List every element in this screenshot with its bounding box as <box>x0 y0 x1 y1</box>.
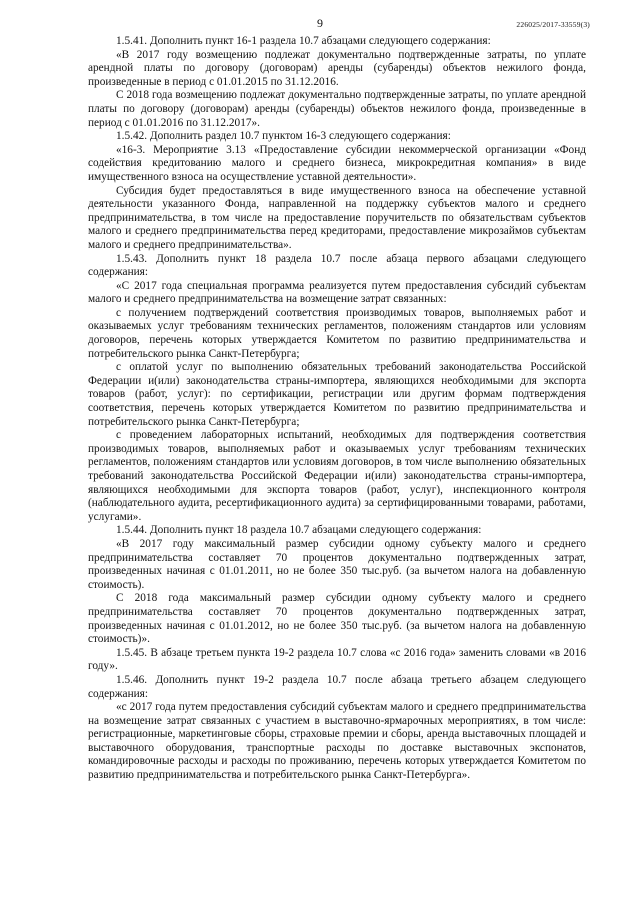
paragraph: 1.5.44. Дополнить пункт 18 раздела 10.7 абзацами следующего содержания: <box>116 524 482 537</box>
paragraph: с получением подтверждений соответствия производимых товаров, выполняемых работ и оказываемых услуг требованиям технических регламентов, положениям стандартов или условиям договоров, перечень которых утверждается Комитетом по развитию предпринимательства и потребительского рынка Санкт-Петербурга; <box>88 306 586 360</box>
paragraph: «16-3. Мероприятие 3.13 «Предоставление субсидии некоммерческой организации «Фонд содействия кредитованию малого и среднего бизнеса, микрокредитная компания» в виде имущественного взноса на осуществление уставной деятельности». <box>88 143 586 183</box>
paragraph: «В 2017 году возмещению подлежат документально подтвержденные затраты, по уплате арендной платы по договору (договорам) аренды (субаренды) объектов нежилого фонда, произведенные в период с 01.01.2015 по 31.12.2016. <box>88 48 586 88</box>
paragraph: с проведением лабораторных испытаний, необходимых для подтверждения соответствия производимых товаров, выполняемых работ и оказываемых услуг требованиям технических регламентов, положениям стандартов или условиям договоров, в том числе выполнению обязательных требований законодательства Российской Федерации и(или) законодательства страны-импортера, являющихся необходимыми для экспорта товаров (работ, услуг), инспекционного контроля (наблюдательного аудита, ресертификационного аудита) за сертифицированными товарами, работами, услугами». <box>88 429 586 523</box>
paragraph: 1.5.45. В абзаце третьем пункта 19-2 раздела 10.7 слова «с 2016 года» заменить словами «в 2016 году». <box>88 646 586 673</box>
paragraph: с оплатой услуг по выполнению обязательных требований законодательства Российской Федерации и(или) законодательства страны-импортера, являющихся необходимыми для экспорта товаров (работ, услуг): по сертификации, регистрации или другим формам подтверждения соответствия, перечень которых утверждается Комитетом по развитию предпринимательства и потребительского рынка Санкт-Петербурга; <box>88 361 586 428</box>
paragraph: «В 2017 году максимальный размер субсидии одному субъекту малого и среднего предпринимательства составляет 70 процентов документально подтвержденных затрат, произведенных начиная с 01.01.2011, но не более 350 тыс.руб. (за вычетом налога на добавленную стоимость). <box>88 537 586 591</box>
paragraph: Субсидия будет предоставляться в виде имущественного взноса на обеспечение уставной деятельности указанного Фонда, направленной на поддержку субъектов малого и среднего предпринимательства, в том числе на предоставление поручительств по обязательствам субъектов малого и среднего предпринимательства перед кредиторами, предоставление микрозаймов субъектам малого и среднего предпринимательства». <box>88 184 586 251</box>
paragraph: 1.5.43. Дополнить пункт 18 раздела 10.7 после абзаца первого абзацами следующего содержания: <box>88 252 586 279</box>
paragraph: «с 2017 года путем предоставления субсидий субъектам малого и среднего предпринимательства на возмещение затрат связанных с участием в выставочно-ярмарочных мероприятиях, в том числе: регистрационные, маркетинговые сборы, страховые премии и сборы, аренда выставочных площадей и выставочного оборудования, транспортные расходы по доставке выставочных экспонатов, командировочные расходы и расходы по проживанию, перечень которых утверждается Комитетом по развитию предпринимательства и потребительского рынка Санкт-Петербурга». <box>88 701 586 782</box>
paragraph: «С 2017 года специальная программа реализуется путем предоставления субсидий субъектам малого и среднего предпринимательства на возмещение затрат связанных: <box>88 279 586 306</box>
paragraph: 1.5.46. Дополнить пункт 19-2 раздела 10.7 после абзаца третьего абзацем следующего содержания: <box>88 673 586 700</box>
paragraph: 1.5.41. Дополнить пункт 16-1 раздела 10.7 абзацами следующего содержания: <box>116 35 491 47</box>
paragraph: 1.5.42. Дополнить раздел 10.7 пунктом 16-3 следующего содержания: <box>116 130 451 143</box>
document-body <box>88 35 586 783</box>
page-number: 9 <box>317 16 323 30</box>
document-code: 226025/2017-33559(3) <box>516 20 590 29</box>
paragraph: С 2018 года максимальный размер субсидии одному субъекту малого и среднего предпринимательства составляет 70 процентов документально подтвержденных затрат, произведенных начиная с 01.01.2012, но не более 350 тыс.руб. (за вычетом налога на добавленную стоимость)». <box>88 592 586 646</box>
paragraph: С 2018 года возмещению подлежат документально подтвержденные затраты, по уплате арендной платы по договору (договорам) аренды (субаренды) объектов нежилого фонда, произведенные в период с 01.01.2016 по 31.12.2017». <box>88 89 586 129</box>
